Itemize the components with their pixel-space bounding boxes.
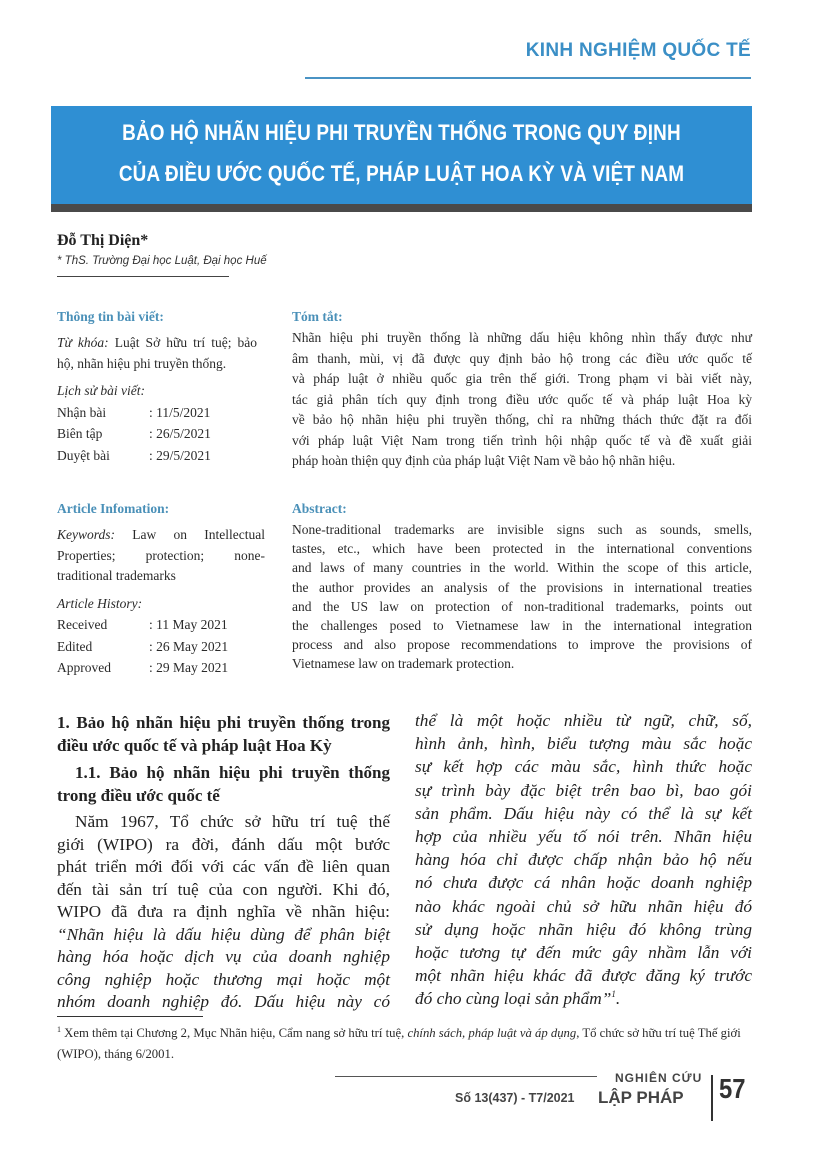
vi-abstract-line: âm thanh, mùi, vị đã được quy định bảo hộ trong các điều ước quốc tế <box>292 350 752 366</box>
body-quote-line: hàng hóa chỉ được chấp nhận bảo hộ nếu <box>415 850 752 870</box>
body-right-column <box>415 709 752 1011</box>
en-abstract-line: the challenges posed to Vietnamese law in the international integration <box>292 618 752 634</box>
en-keywords-line: traditional trademarks <box>57 568 176 583</box>
section-heading-1-1: 1.1. Bảo hộ nhãn hiệu phi truyền thống trong điều ước quốc tế <box>57 763 390 805</box>
body-quote-line: một nhãn hiệu khác đã được đăng ký trước <box>415 966 752 986</box>
en-keywords-line: Keywords: Law on Intellectual <box>57 527 265 542</box>
section-heading-1: 1. Bảo hộ nhãn hiệu phi truyền thống trong điều ước quốc tế và pháp luật Hoa Kỳ <box>57 713 390 755</box>
body-quote-line: đó cho cùng loại sản phẩm”$^1$. <box>415 989 621 1009</box>
vi-history-row: Nhận bài : 11/5/2021 <box>57 404 211 420</box>
body-quote-line: sử dụng hoặc nhãn hiệu đó không trùng <box>415 919 752 939</box>
body-quote-line: nhóm doanh nghiệp đó. Dấu hiệu này có <box>57 992 390 1011</box>
body-quote-line: nào khác ngoài chủ sở hữu nhãn hiệu đó <box>415 896 752 916</box>
issue-number: Số 13(437) - T7/2021 <box>455 1091 575 1105</box>
body-quote-line: công nghiệp hoặc thương mại hoặc một <box>57 969 390 989</box>
magazine-name-top: NGHIÊN CỨU <box>615 1071 703 1085</box>
en-history-row: Received : 11 May 2021 <box>57 617 228 632</box>
en-abstract-line: and laws of many countries in the world. Within the scope of this article, <box>292 560 752 576</box>
body-quote-line: sự kết hợp các màu sắc, hình thức hoặc <box>415 757 752 777</box>
en-history-row: Approved : 29 May 2021 <box>57 660 229 675</box>
title-banner-shadow <box>51 204 752 212</box>
en-keywords-line: Properties; protection; none- <box>57 547 265 563</box>
body-line: phát triển mới đối với các vấn đề liên quan <box>57 857 390 876</box>
body-quote-line: sản phẩm. Dấu hiệu này có thể là sự kết <box>415 803 752 823</box>
body-quote-line: hoặc tương tự đến mức gây nhầm lẫn với <box>415 943 752 963</box>
en-abstract <box>292 501 752 674</box>
vi-abstract <box>292 309 752 472</box>
body-quote-line: thể là một hoặc nhiều từ ngữ, chữ, số, <box>415 711 752 730</box>
vi-abstract-line: Nhãn hiệu phi truyền thống là những dấu hiệu không nhìn thấy được như <box>292 330 752 345</box>
vi-article-info <box>57 309 257 466</box>
en-abstract-line: process and also propose recommendations to improve the provisions of <box>292 637 752 653</box>
vi-history-row: Duyệt bài : 29/5/2021 <box>57 447 211 463</box>
body-quote-line: hàng hóa hoặc dịch vụ của doanh nghiệp <box>57 947 390 966</box>
body-quote-line: sự trình bày đặc biệt trên bao bì, bao gói <box>415 780 752 800</box>
author-name: Đỗ Thị Diện* <box>57 232 149 249</box>
magazine-name-bottom: LẬP PHÁP <box>598 1088 684 1107</box>
article-title-line-1: BẢO HỘ NHÃN HIỆU PHI TRUYỀN THỐNG TRONG QUY ĐỊNH <box>122 120 681 145</box>
footnote: $^1$ Xem thêm tại Chương 2, Mục Nhãn hiệu, Cẩm nang sở hữu trí tuệ, chính sách, pháp luật và áp dụng, Tổ chức sở hữu trí tuệ Thế giới (WIPO), tháng 6/2001. <box>57 1025 741 1062</box>
vi-keywords-line: Từ khóa: Luật Sở hữu trí tuệ; bảo <box>57 335 258 350</box>
en-abstract-line: None-traditional trademarks are invisible signs such as sounds, smells, <box>292 522 752 537</box>
vi-abstract-line: về bảo hộ nhãn hiệu phi truyền thống, chỉ ra những thách thức đặt ra đối <box>292 412 752 427</box>
en-abstract-line: the author provides an analysis of the provisions in international treaties <box>292 579 752 595</box>
body-line: Năm 1967, Tổ chức sở hữu trí tuệ thế <box>75 812 390 831</box>
body-quote-line: “Nhãn hiệu là dấu hiệu dùng để phân biệt <box>57 924 390 944</box>
footer-divider <box>711 1075 713 1121</box>
section-label: KINH NGHIỆM QUỐC TẾ <box>525 40 751 61</box>
en-abstract-line: Vietnamese law on trademark protection. <box>292 656 515 672</box>
body-line: đến tài sản trí tuệ của con người. Khi đó, <box>57 879 390 899</box>
footnote-divider <box>57 1016 203 1017</box>
body-line: giới (WIPO) ra đời, đánh dấu một bước <box>57 834 390 854</box>
quote-end: đó cho cùng loại sản phẩm” <box>415 989 612 1009</box>
en-history-row: Edited : 26 May 2021 <box>57 638 229 654</box>
vi-keywords-line: hộ, nhãn hiệu phi truyền thống. <box>57 355 227 371</box>
vi-history-label: Lịch sử bài viết: <box>57 383 145 398</box>
vi-abstract-line: tác giả phân tích quy định trong điều ước quốc tế và pháp luật Hoa kỳ <box>292 391 752 407</box>
page-number: 57 <box>719 1073 746 1104</box>
body-quote-line: nó chưa được cá nhân hoặc doanh nghiệp <box>415 873 752 893</box>
footer-rule <box>335 1076 597 1077</box>
en-history-label: Article History: <box>57 595 143 611</box>
section-divider <box>305 77 751 79</box>
body-quote-line: hợp của nhiều yếu tố nói trên. Nhãn hiệu <box>415 827 752 847</box>
vi-abstract-heading: Tóm tắt: <box>292 309 343 324</box>
en-keywords-label: Keywords: <box>57 527 115 542</box>
vi-abstract-line: với pháp luật Việt Nam trong tiến trình hội nhập quốc tế và đề xuất giải <box>292 432 752 448</box>
en-info-heading: Article Infomation: <box>57 501 170 516</box>
en-article-info <box>57 501 265 679</box>
vi-abstract-line: và pháp luật ở nhiều quốc gia trên thế giới. Trong phạm vi bài viết này, <box>292 371 752 386</box>
en-abstract-line: tastes, etc., which have been protected in the international conventions <box>292 541 752 557</box>
footnote-reference[interactable]: 1 <box>611 989 616 1000</box>
article-title-line-2: CỦA ĐIỀU ƯỚC QUỐC TẾ, PHÁP LUẬT HOA KỲ VÀ VIỆT NAM <box>118 161 685 186</box>
en-abstract-heading: Abstract: <box>292 501 347 516</box>
en-abstract-line: and the US law on protection of non-traditional trademarks, points out <box>292 598 752 614</box>
body-quote-line: hình ảnh, hình, biểu tượng màu sắc hoặc <box>415 734 752 754</box>
vi-history-row: Biên tập : 26/5/2021 <box>57 426 211 441</box>
author-affiliation: * ThS. Trường Đại học Luật, Đại học Huế <box>57 255 267 267</box>
body-line: WIPO đã đưa ra định nghĩa về nhãn hiệu: <box>57 902 390 921</box>
vi-info-heading: Thông tin bài viết: <box>57 309 164 324</box>
vi-abstract-line: pháp hoàn thiện quy định của pháp luật Việt Nam về bảo hộ nhãn hiệu. <box>292 453 676 468</box>
body-left-column <box>57 711 390 1014</box>
vi-keywords-label: Từ khóa: <box>57 335 109 350</box>
affiliation-divider <box>57 276 229 277</box>
